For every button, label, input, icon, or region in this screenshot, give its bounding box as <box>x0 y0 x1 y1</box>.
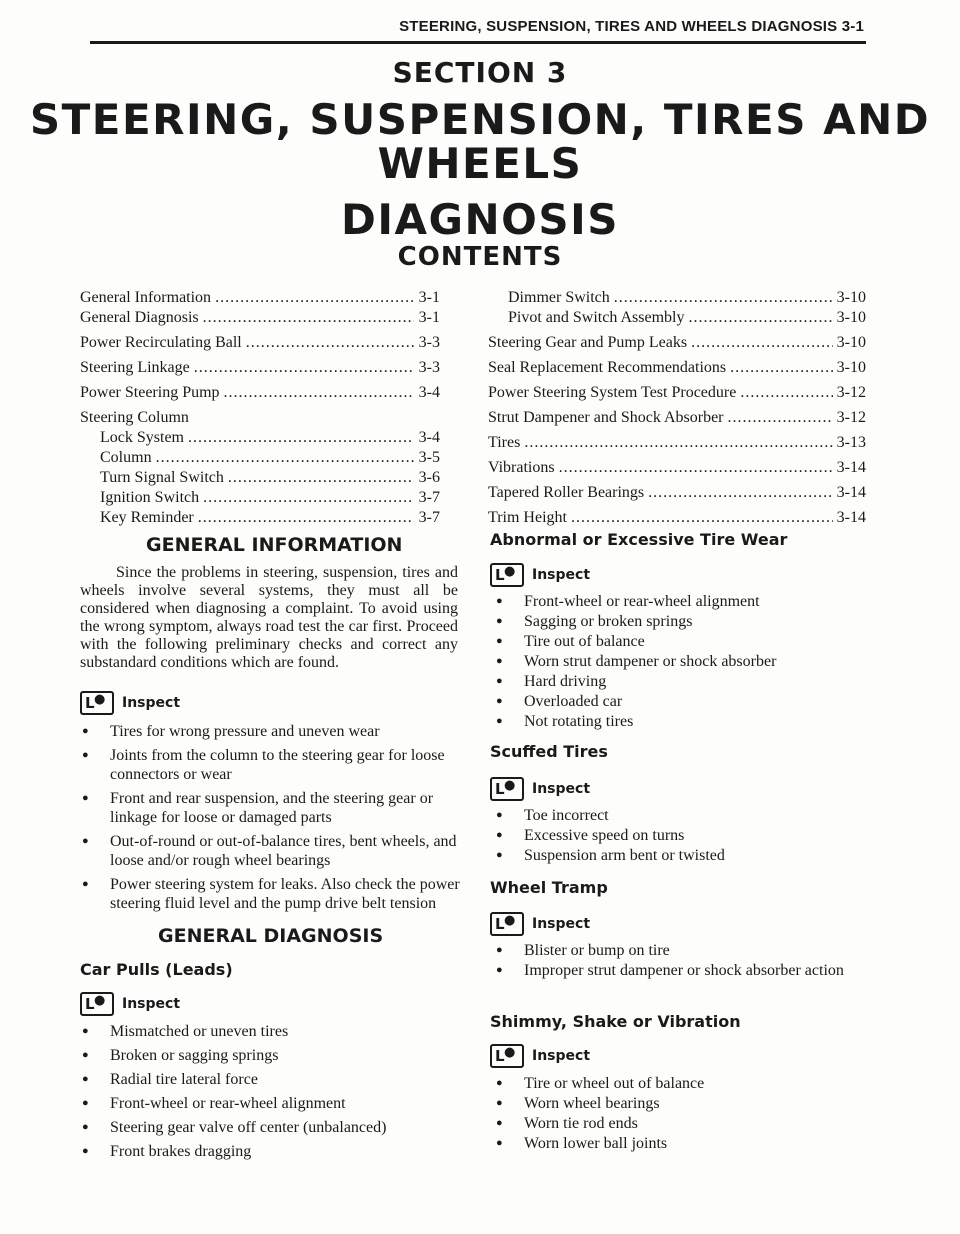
toc-entry-label: Power Steering Pump <box>80 384 220 401</box>
leader-dots <box>203 488 414 508</box>
leader-dots <box>224 383 414 403</box>
toc-entry-page: 3-10 <box>836 289 866 306</box>
toc-entry[interactable] <box>80 358 440 378</box>
toc-entry-page: 3-3 <box>418 359 440 376</box>
toc-entry-label: Tapered Roller Bearings <box>488 484 645 501</box>
toc-entry-label: Key Reminder <box>100 509 194 526</box>
toc-entry-label: Tires <box>488 434 521 451</box>
inspect-callout <box>490 1044 590 1068</box>
toc-entry-page: 3-1 <box>418 289 440 306</box>
list-item: ● Worn lower ball joints <box>492 1134 872 1153</box>
list-item: ● Steering gear valve off center (unbalanced) <box>78 1118 464 1137</box>
list-item: ● Tires for wrong pressure and uneven wear <box>78 722 464 741</box>
toc-entry-label: Power Recirculating Ball <box>80 334 242 351</box>
list-item: ● Excessive speed on turns <box>492 826 872 845</box>
toc-entry[interactable] <box>488 383 866 403</box>
inspect-callout <box>80 691 180 715</box>
list-item: ● Power steering system for leaks. Also check the power steering fluid level and the pump drive belt tension <box>78 875 464 913</box>
scuffed-tires-list <box>492 806 872 866</box>
toc-entry[interactable] <box>80 428 440 448</box>
list-item: ● Broken or sagging springs <box>78 1046 464 1065</box>
toc-entry-label: Dimmer Switch <box>508 289 610 306</box>
toc-entry[interactable] <box>488 458 866 478</box>
inspect-label: Inspect <box>122 695 181 711</box>
list-item: ● Suspension arm bent or twisted <box>492 846 872 865</box>
wheel-tramp-list <box>492 941 876 981</box>
toc-entry-page: 3-12 <box>836 409 866 426</box>
toc-entry-page: 3-14 <box>836 484 866 501</box>
list-item: ● Front-wheel or rear-wheel alignment <box>492 592 872 611</box>
leader-dots <box>614 288 833 308</box>
running-head: STEERING, SUSPENSION, TIRES AND WHEELS DIAGNOSIS 3-1 <box>399 18 864 35</box>
toc-entry-page: 3-14 <box>836 459 866 476</box>
leader-dots <box>188 428 414 448</box>
list-item: ● Joints from the column to the steering gear for loose connectors or wear <box>78 746 464 784</box>
leader-dots <box>571 508 833 528</box>
toc-entry[interactable] <box>80 448 440 468</box>
toc-entry-page: 3-6 <box>418 469 440 486</box>
toc-right <box>488 288 866 528</box>
toc-entry-label: Vibrations <box>488 459 555 476</box>
toc-entry-page: 3-12 <box>836 384 866 401</box>
section-title-line-2: WHEELS <box>377 139 583 188</box>
leader-dots <box>524 433 832 453</box>
list-item: ● Tire or wheel out of balance <box>492 1074 872 1093</box>
section-number: SECTION 3 <box>392 56 568 89</box>
leader-dots <box>730 358 833 378</box>
inspect-callout <box>490 563 590 587</box>
toc-entry[interactable] <box>488 358 866 378</box>
toc-entry-label: Steering Column <box>80 409 189 426</box>
toc-entry-label: Strut Dampener and Shock Absorber <box>488 409 724 426</box>
toc-entry[interactable] <box>80 288 440 308</box>
toc-entry-page: 3-1 <box>418 309 440 326</box>
toc-entry-page: 3-7 <box>418 489 440 506</box>
list-item: ● Front-wheel or rear-wheel alignment <box>78 1094 464 1113</box>
leader-dots <box>559 458 833 478</box>
toc-entry-label: Steering Gear and Pump Leaks <box>488 334 688 351</box>
toc-entry-page: 3-13 <box>836 434 866 451</box>
toc-entry-label: General Information <box>80 289 212 306</box>
toc-entry-page: 3-10 <box>836 309 866 326</box>
inspect-icon: L ● <box>490 912 524 936</box>
leader-dots <box>228 468 414 488</box>
toc-entry-label: Trim Height <box>488 509 567 526</box>
list-item: ● Blister or bump on tire <box>492 941 876 960</box>
leader-dots <box>203 308 414 328</box>
list-item: ● Sagging or broken springs <box>492 612 872 631</box>
inspect-icon: L ● <box>80 992 114 1016</box>
leader-dots <box>728 408 833 428</box>
scuffed-tires-heading: Scuffed Tires <box>490 742 608 761</box>
toc-entry-label: General Diagnosis <box>80 309 199 326</box>
inspect-icon: L ● <box>80 691 114 715</box>
leader-dots <box>194 358 414 378</box>
inspect-callout <box>490 912 590 936</box>
toc-entry[interactable] <box>80 333 440 353</box>
toc-entry-page: 3-7 <box>418 509 440 526</box>
toc-entry[interactable] <box>80 383 440 403</box>
toc-entry-page: 3-4 <box>418 429 440 446</box>
toc-entry-label: Lock System <box>100 429 184 446</box>
wheel-tramp-heading: Wheel Tramp <box>490 878 608 897</box>
inspect-callout <box>80 992 180 1016</box>
toc-entry-label: Column <box>100 449 152 466</box>
general-information-heading: GENERAL INFORMATION <box>146 534 403 556</box>
abnormal-tire-wear-heading: Abnormal or Excessive Tire Wear <box>490 530 788 549</box>
toc-entry[interactable] <box>488 408 866 428</box>
toc-entry[interactable] <box>80 488 440 508</box>
inspect-icon: L ● <box>490 1044 524 1068</box>
toc-entry[interactable] <box>488 483 866 503</box>
list-item: ● Hard driving <box>492 672 872 691</box>
inspect-label: Inspect <box>532 567 591 583</box>
inspect-callout <box>490 777 590 801</box>
toc-entry-label: Ignition Switch <box>100 489 200 506</box>
toc-entry-label: Turn Signal Switch <box>100 469 224 486</box>
toc-entry-label: Seal Replacement Recommendations <box>488 359 727 376</box>
leader-dots <box>246 333 414 353</box>
toc-entry-page: 3-14 <box>836 509 866 526</box>
toc-entry-label: Pivot and Switch Assembly <box>508 309 685 326</box>
leader-dots <box>688 308 832 328</box>
shimmy-heading: Shimmy, Shake or Vibration <box>490 1012 741 1031</box>
list-item: ● Front and rear suspension, and the steering gear or linkage for loose or damaged parts <box>78 789 464 827</box>
toc-entry[interactable] <box>80 308 440 328</box>
list-item: ● Radial tire lateral force <box>78 1070 464 1089</box>
toc-entry[interactable] <box>488 433 866 453</box>
inspect-label: Inspect <box>122 996 181 1012</box>
inspect-icon: L ● <box>490 777 524 801</box>
toc-entry-page: 3-3 <box>418 334 440 351</box>
list-item: ● Mismatched or uneven tires <box>78 1022 464 1041</box>
section-title-line-3: DIAGNOSIS <box>341 195 619 244</box>
list-item: ● Overloaded car <box>492 692 872 711</box>
toc-left <box>80 288 440 528</box>
leader-dots <box>215 288 414 308</box>
inspect-icon: L ● <box>490 563 524 587</box>
toc-entry-page: 3-10 <box>836 359 866 376</box>
toc-entry[interactable] <box>488 288 866 308</box>
toc-entry-label: Steering Linkage <box>80 359 190 376</box>
list-item: ● Toe incorrect <box>492 806 872 825</box>
general-info-inspect-list <box>78 722 464 914</box>
contents-heading: CONTENTS <box>397 242 563 272</box>
leader-dots <box>198 508 414 528</box>
leader-dots <box>691 333 833 353</box>
abnormal-wear-list <box>492 592 872 732</box>
car-pulls-heading: Car Pulls (Leads) <box>80 960 233 979</box>
list-item: ● Improper strut dampener or shock absorber action <box>492 961 876 980</box>
toc-entry[interactable] <box>80 468 440 488</box>
toc-group-heading[interactable] <box>80 408 440 428</box>
car-pulls-inspect-list <box>78 1022 464 1162</box>
list-item: ● Worn wheel bearings <box>492 1094 872 1113</box>
toc-entry-label: Power Steering System Test Procedure <box>488 384 737 401</box>
inspect-label: Inspect <box>532 1048 591 1064</box>
leader-dots <box>740 383 832 403</box>
list-item: ● Front brakes dragging <box>78 1142 464 1161</box>
general-information-paragraph: Since the problems in steering, suspension, tires and wheels involve several systems, they must all be considered when diagnosing a complaint. To avoid using the wrong symptom, always road test the car first. Proceed with the following preliminary checks and correct any substandard conditions which are found. <box>80 564 458 671</box>
shimmy-list <box>492 1074 872 1154</box>
toc-entry[interactable] <box>488 333 866 353</box>
section-title-line-1: STEERING, SUSPENSION, TIRES AND <box>29 95 931 144</box>
list-item: ● Worn strut dampener or shock absorber <box>492 652 872 671</box>
leader-dots <box>156 448 414 468</box>
inspect-label: Inspect <box>532 916 591 932</box>
list-item: ● Worn tie rod ends <box>492 1114 872 1133</box>
inspect-label: Inspect <box>532 781 591 797</box>
toc-entry[interactable] <box>80 508 440 528</box>
leader-dots <box>648 483 833 503</box>
toc-entry[interactable] <box>488 308 866 328</box>
list-item: ● Not rotating tires <box>492 712 872 731</box>
toc-entry-page: 3-5 <box>418 449 440 466</box>
toc-entry-page: 3-4 <box>418 384 440 401</box>
toc-entry-page: 3-10 <box>836 334 866 351</box>
general-diagnosis-heading: GENERAL DIAGNOSIS <box>158 925 384 947</box>
header-rule <box>90 41 866 44</box>
list-item: ● Tire out of balance <box>492 632 872 651</box>
toc-entry[interactable] <box>488 508 866 528</box>
list-item: ● Out-of-round or out-of-balance tires, bent wheels, and loose and/or rough wheel bearings <box>78 832 464 870</box>
